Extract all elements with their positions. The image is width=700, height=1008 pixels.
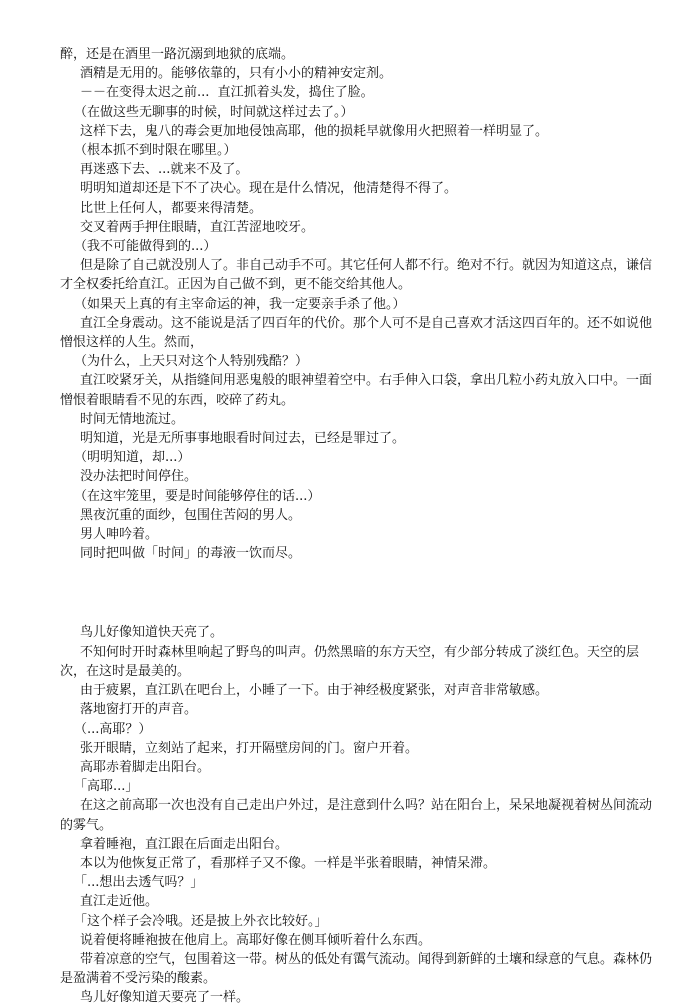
paragraph: 在这之前高耶一次也没有自己走出户外过，是注意到什么吗？站在阳台上，呆呆地凝视着树丛间流动的雾气。 [60,798,653,833]
paragraph: 男人呻吟着。 [80,527,159,543]
section-gap [60,563,660,623]
paragraph: 「...想出去透气吗？」 [74,875,204,891]
paragraph: 明知道，光是无所事事地眼看时间过去，已经是罪过了。 [80,431,406,447]
paragraph: 醉，还是在酒里一路沉溺到地狱的底端。 [60,47,295,62]
paragraph: 时间无情地流过。 [80,411,185,427]
paragraph: （明明知道，却...） [74,450,191,466]
paragraph: 拿着睡袍，直江跟在后面走出阳台。 [80,836,289,852]
paragraph: （我不可能做得到的...） [74,239,217,255]
paragraph: （根本抓不到时限在哪里。） [74,143,237,159]
paragraph: 高耶赤着脚走出阳台。 [80,759,211,775]
paragraph: 明明知道却还是下不了决心。现在是什么情况，他清楚得不得了。 [80,181,458,197]
paragraph: 本以为他恢复正常了，看那样子又不像。一样是半张着眼睛，神情呆滞。 [80,855,497,871]
paragraph: 落地窗打开的声音。 [80,702,198,718]
paragraph: 「高耶...」 [74,779,139,795]
paragraph: （如果天上真的有主宰命运的神，我一定要亲手杀了他。） [74,296,406,312]
paragraph: 交叉着两手押住眼睛，直江苦涩地咬牙。 [80,219,315,235]
paragraph: 不知何时开时森林里响起了野鸟的叫声。仍然黑暗的东方天空，有少部分转成了淡红色。天空的层次，在这时是最美的。 [60,644,640,679]
paragraph: 比世上任何人，都要来得清楚。 [80,200,263,216]
paragraph: 这样下去，鬼八的毒会更加地侵蚀高耶，他的损耗早就像用火把照着一样明显了。 [80,123,549,139]
paragraph: 再迷惑下去、...就来不及了。 [80,162,249,178]
paragraph: 但是除了自己就没別人了。非自己动手不可。其它任何人都不行。绝对不行。就因为知道这点，谦信才全权委托给直江。正因为自己做不到，更不能交给其他人。 [60,258,653,293]
paragraph: （在这牢笼里，要是时间能够停住的话...） [74,488,321,504]
paragraph: （在做这些无聊事的时候，时间就这样过去了。） [74,104,354,120]
paragraph: （为什么，上天只对这个人特别残酷？） [74,354,309,370]
paragraph: 鸟儿好像知道天要亮了一样。 [80,990,250,1006]
paragraph: －－在变得太迟之前... 直江抓着头发，捣住了脸。 [80,85,374,101]
paragraph: 酒精是无用的。能够依靠的，只有小小的精神安定剂。 [80,66,393,82]
paragraph: 黑夜沉重的面纱，包围住苦闷的男人。 [80,507,302,523]
paragraph: 同时把叫做「时间」的毒液一饮而尽。 [80,546,302,562]
text-section-2 [60,623,660,1007]
paragraph: 鸟儿好像知道快天亮了。 [80,625,224,641]
paragraph: 「这个样子会冷哦。还是披上外衣比较好。」 [74,913,328,929]
paragraph: 直江全身震动。这不能说是活了四百年的代价。那个人可不是自己喜欢才活这四百年的。还不如说他憎恨这样的人生。然而， [60,315,653,351]
paragraph: 直江走近他。 [80,894,159,910]
document-page [60,45,660,1008]
paragraph: 张开眼睛，立刻站了起来，打开隔壁房间的门。窗户开着。 [80,740,419,756]
paragraph: （...高耶？） [74,721,152,737]
paragraph: 带着凉意的空气，包围着这一带。树丛的低处有霭气流动。闻得到新鲜的土壤和绿意的气息。森林仍是盈满着不受污染的酸素。 [60,951,653,987]
paragraph: 没办法把时间停住。 [80,469,198,485]
paragraph: 由于疲累，直江趴在吧台上，小睡了一下。由于神经极度紧张，对声音非常敏感。 [80,683,549,699]
paragraph: 直江咬紧牙关，从指缝间用恶鬼般的眼神望着空中。右手伸入口袋，拿出几粒小药丸放入口中。一面憎恨着眼睛看不见的东西，咬碎了药丸。 [60,373,653,408]
paragraph: 说着便将睡袍披在他肩上。高耶好像在侧耳倾听着什么东西。 [80,932,432,948]
text-section-1 [60,45,660,563]
